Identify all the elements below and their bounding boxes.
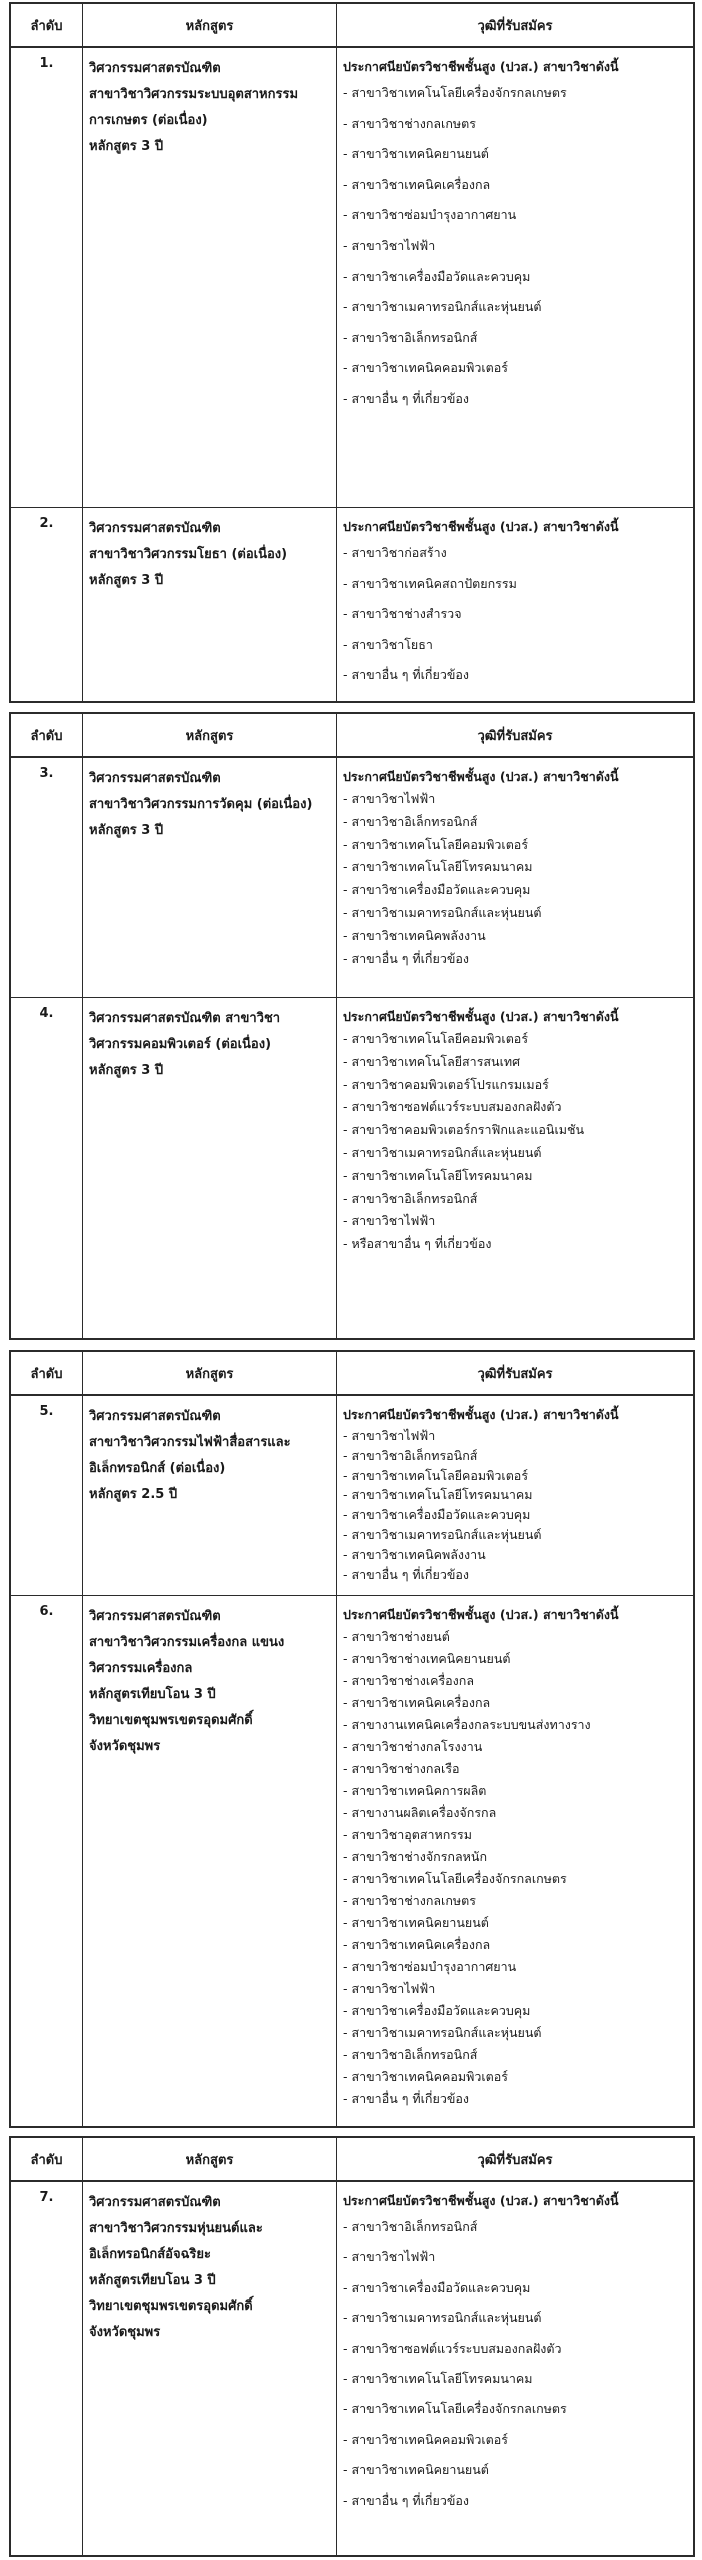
qualification-item: - สาขาวิชาเทคนิคพลังงาน <box>343 1546 486 1562</box>
qualification-item: - สาขาวิชาเทคโนโลยีคอมพิวเตอร์ <box>343 836 529 852</box>
qualification-item: - สาขาวิชาเทคนิคยานยนต์ <box>343 2462 489 2478</box>
qualification-item: - สาขาวิชาซอฟต์แวร์ระบบสมองกลฝังตัว <box>343 1099 562 1115</box>
course-line: หลักสูตร 3 ปี <box>89 139 164 154</box>
qualification-item: - สาขาวิชาเมคาทรอนิกส์และหุ่นยนต์ <box>343 2025 542 2040</box>
qualification-item: - สาขาวิชาเมคาทรอนิกส์และหุ่นยนต์ <box>343 1144 542 1160</box>
course-line: หลักสูตร 3 ปี <box>89 573 164 588</box>
qualification-cell <box>337 1596 693 2128</box>
qualification-item: - สาขาวิชาช่างยนต์ <box>343 1629 450 1644</box>
table-header <box>11 2138 693 2182</box>
qualification-item: - สาขาวิชาอิเล็กทรอนิกส์ <box>343 329 478 345</box>
header-col1: ลำดับ <box>11 714 83 756</box>
qualification-item: - สาขาวิชาอุตสาหกรรม <box>343 1827 472 1842</box>
requirement-heading: ประกาศนียบัตรวิชาชีพชั้นสูง (ปวส.) สาขาวิชาดังนี้ <box>343 2193 619 2208</box>
course-name <box>83 2182 337 2557</box>
qualification-item: - สาขาวิชาเทคนิคยานยนต์ <box>343 1915 489 1930</box>
qualification-item: - สาขาวิชาเทคโนโลยีโทรคมนาคม <box>343 859 533 875</box>
course-line: สาขาวิชาวิศวกรรมไฟฟ้าสื่อสารและ <box>89 1435 291 1450</box>
qualification-item: - สาขาวิชาเทคนิคพลังงาน <box>343 927 486 943</box>
qualification-item: - สาขาวิชาช่างสำรวจ <box>343 606 462 622</box>
course-line: วิศวกรรมศาสตรบัณฑิต <box>89 771 221 786</box>
course-name <box>83 998 337 1340</box>
requirement-heading: ประกาศนียบัตรวิชาชีพชั้นสูง (ปวส.) สาขาวิชาดังนี้ <box>343 769 619 784</box>
qualification-item: - สาขาวิชาอิเล็กทรอนิกส์ <box>343 2219 478 2234</box>
course-name <box>83 508 337 703</box>
qualification-item: - สาขาวิชาช่างกลเกษตร <box>343 115 476 131</box>
qualification-item: - สาขาอื่น ๆ ที่เกี่ยวข้อง <box>343 2091 469 2106</box>
course-line: สาขาวิชาวิศวกรรมโยธา (ต่อเนื่อง) <box>89 547 288 562</box>
table-header <box>11 4 693 48</box>
course-line: สาขาวิชาวิศวกรรมการวัดคุม (ต่อเนื่อง) <box>89 797 313 812</box>
course-name <box>83 1396 337 1595</box>
requirement-heading: ประกาศนียบัตรวิชาชีพชั้นสูง (ปวส.) สาขาวิชาดังนี้ <box>343 519 619 534</box>
qualification-cell <box>337 998 693 1340</box>
header-col1: ลำดับ <box>11 2138 83 2180</box>
qualification-item: - สาขาวิชาอิเล็กทรอนิกส์ <box>343 1190 478 1206</box>
course-line: สาขาวิชาวิศวกรรมหุ่นยนต์และ <box>89 2221 263 2236</box>
qualification-item: - สาขาอื่น ๆ ที่เกี่ยวข้อง <box>343 390 469 406</box>
qualification-item: - สาขาวิชาอิเล็กทรอนิกส์ <box>343 2047 478 2062</box>
qualification-item: - สาขางานผลิตเครื่องจักรกล <box>343 1805 497 1820</box>
course-line: อิเล็กทรอนิกส์อัจฉริยะ <box>89 2247 212 2262</box>
qualification-item: - สาขาวิชาเทคโนโลยีเครื่องจักรกลเกษตร <box>343 2401 567 2417</box>
course-line: สาขาวิชาวิศวกรรมเครื่องกล แขนง <box>89 1635 285 1650</box>
header-col2: หลักสูตร <box>83 714 337 756</box>
qualification-item: - สาขาอื่น ๆ ที่เกี่ยวข้อง <box>343 950 469 966</box>
qualification-item: - สาขาวิชาเครื่องมือวัดและควบคุม <box>343 882 531 898</box>
qualification-item: - สาขาวิชาไฟฟ้า <box>343 2249 436 2265</box>
qualification-item: - สาขาวิชาไฟฟ้า <box>343 1213 436 1229</box>
qualification-item: - สาขาวิชาเทคโนโลยีคอมพิวเตอร์ <box>343 1467 529 1483</box>
row-number: 2. <box>11 508 83 703</box>
header-col1: ลำดับ <box>11 4 83 46</box>
requirement-heading: ประกาศนียบัตรวิชาชีพชั้นสูง (ปวส.) สาขาวิชาดังนี้ <box>343 1009 619 1024</box>
header-col3: วุฒิที่รับสมัคร <box>477 2152 553 2168</box>
table-row <box>11 1396 693 1596</box>
header-col3: วุฒิที่รับสมัคร <box>477 18 553 34</box>
qualification-item: - สาขาวิชาเทคนิคการผลิต <box>343 1783 487 1798</box>
qualification-item: - สาขาวิชาช่างกลโรงงาน <box>343 1739 483 1754</box>
header-col1: ลำดับ <box>11 1352 83 1394</box>
row-number: 6. <box>11 1596 83 2128</box>
qualification-item: - สาขาวิชาโยธา <box>343 636 433 652</box>
row-number: 7. <box>11 2182 83 2557</box>
qualification-cell <box>337 2182 693 2557</box>
table-row <box>11 2182 693 2557</box>
qualification-item: - สาขาวิชาเครื่องมือวัดและควบคุม <box>343 2279 531 2295</box>
table-block <box>9 2136 695 2557</box>
row-number: 1. <box>11 48 83 507</box>
header-col2: หลักสูตร <box>83 4 337 46</box>
table-block <box>9 712 695 1340</box>
course-line: วิศวกรรมศาสตรบัณฑิต <box>89 1609 221 1624</box>
qualification-item: - สาขาอื่น ๆ ที่เกี่ยวข้อง <box>343 2492 469 2508</box>
course-line: อิเล็กทรอนิกส์ (ต่อเนื่อง) <box>89 1461 226 1476</box>
qualification-item: - สาขาอื่น ๆ ที่เกี่ยวข้อง <box>343 1566 469 1582</box>
table-row <box>11 1596 693 2128</box>
course-line: หลักสูตรเทียบโอน 3 ปี <box>89 2273 216 2288</box>
qualification-item: - สาขาวิชาเทคโนโลยีเครื่องจักรกลเกษตร <box>343 85 567 100</box>
table-row <box>11 758 693 998</box>
requirement-heading: ประกาศนียบัตรวิชาชีพชั้นสูง (ปวส.) สาขาวิชาดังนี้ <box>343 1407 619 1422</box>
qualification-item: - สาขาวิชาเทคนิคเครื่องกล <box>343 176 491 192</box>
qualification-item: - หรือสาขาอื่น ๆ ที่เกี่ยวข้อง <box>343 1236 492 1252</box>
row-number: 4. <box>11 998 83 1340</box>
qualification-item: - สาขาวิชาซ่อมบำรุงอากาศยาน <box>343 207 517 223</box>
qualification-item: - สาขาวิชาไฟฟ้า <box>343 791 436 806</box>
qualification-item: - สาขาวิชาคอมพิวเตอร์กราฟิกและแอนิเมชัน <box>343 1122 584 1138</box>
qualification-item: - สาขาวิชาเทคนิคสถาปัตยกรรม <box>343 575 517 591</box>
course-line: วิศวกรรมศาสตรบัณฑิต <box>89 61 221 76</box>
qualification-item: - สาขาวิชาช่างจักรกลหนัก <box>343 1849 488 1864</box>
row-number: 5. <box>11 1396 83 1595</box>
course-line: จังหวัดชุมพร <box>89 2325 161 2340</box>
qualification-item: - สาขาวิชาเทคนิคยานยนต์ <box>343 146 489 162</box>
qualification-cell <box>337 1396 693 1595</box>
qualification-item: - สาขาวิชาเมคาทรอนิกส์และหุ่นยนต์ <box>343 904 542 920</box>
course-line: วิทยาเขตชุมพรเขตรอุดมศักดิ์ <box>89 1713 253 1728</box>
qualification-item: - สาขาวิชาไฟฟ้า <box>343 1428 436 1443</box>
qualification-item: - สาขาวิชาเทคนิคคอมพิวเตอร์ <box>343 360 508 376</box>
qualification-item: - สาขาวิชาก่อสร้าง <box>343 545 447 560</box>
course-name <box>83 758 337 997</box>
qualification-item: - สาขาวิชาเทคโนโลยีโทรคมนาคม <box>343 1167 533 1183</box>
table-row <box>11 508 693 703</box>
qualification-item: - สาขาวิชาช่างเครื่องกล <box>343 1673 475 1688</box>
qualification-cell <box>337 508 693 703</box>
header-col3: วุฒิที่รับสมัคร <box>477 728 553 744</box>
course-line: หลักสูตร 3 ปี <box>89 1063 164 1078</box>
qualification-item: - สาขาวิชาคอมพิวเตอร์โปรแกรมเมอร์ <box>343 1076 549 1092</box>
qualification-item: - สาขาวิชาเทคนิคคอมพิวเตอร์ <box>343 2431 508 2447</box>
qualification-item: - สาขาวิชาเทคโนโลยีโทรคมนาคม <box>343 1487 533 1503</box>
qualification-item: - สาขาวิชาไฟฟ้า <box>343 237 436 253</box>
qualification-item: - สาขาวิชาเทคโนโลยีเครื่องจักรกลเกษตร <box>343 1871 567 1886</box>
course-name <box>83 1596 337 2128</box>
qualification-item: - สาขาวิชาอิเล็กทรอนิกส์ <box>343 813 478 829</box>
qualification-item: - สาขาวิชาไฟฟ้า <box>343 1981 436 1996</box>
table-row <box>11 48 693 508</box>
course-line: วิศวกรรมศาสตรบัณฑิต <box>89 2195 221 2210</box>
qualification-item: - สาขาวิชาช่างกลเรือ <box>343 1761 460 1776</box>
header-col2: หลักสูตร <box>83 2138 337 2180</box>
qualification-item: - สาขาวิชาเทคนิคเครื่องกล <box>343 1695 491 1710</box>
table-header <box>11 714 693 758</box>
qualification-item: - สาขาวิชาเมคาทรอนิกส์และหุ่นยนต์ <box>343 299 542 315</box>
header-col3: วุฒิที่รับสมัคร <box>477 1366 553 1382</box>
course-line: วิศวกรรมศาสตรบัณฑิต <box>89 1409 221 1424</box>
qualification-item: - สาขาวิชาเทคนิคเครื่องกล <box>343 1937 491 1952</box>
qualification-item: - สาขาวิชาเครื่องมือวัดและควบคุม <box>343 2003 531 2018</box>
header-col2: หลักสูตร <box>83 1352 337 1394</box>
qualification-cell <box>337 48 693 507</box>
qualification-item: - สาขางานเทคนิคเครื่องกลระบบขนส่งทางราง <box>343 1717 591 1732</box>
course-name <box>83 48 337 507</box>
requirement-heading: ประกาศนียบัตรวิชาชีพชั้นสูง (ปวส.) สาขาวิชาดังนี้ <box>343 59 619 74</box>
table-row <box>11 998 693 1340</box>
table-block <box>9 2 695 703</box>
course-line: การเกษตร (ต่อเนื่อง) <box>89 113 208 128</box>
course-line: สาขาวิชาวิศวกรรมระบบอุตสาหกรรม <box>89 87 299 102</box>
course-line: หลักสูตร 3 ปี <box>89 823 164 838</box>
qualification-item: - สาขาวิชาเทคโนโลยีคอมพิวเตอร์ <box>343 1031 529 1046</box>
course-line: หลักสูตร 2.5 ปี <box>89 1487 178 1502</box>
requirement-heading: ประกาศนียบัตรวิชาชีพชั้นสูง (ปวส.) สาขาวิชาดังนี้ <box>343 1607 619 1622</box>
qualification-item: - สาขาวิชาเทคโนโลยีโทรคมนาคม <box>343 2371 533 2387</box>
qualification-item: - สาขาวิชาเทคนิคคอมพิวเตอร์ <box>343 2069 508 2084</box>
course-line: วิทยาเขตชุมพรเขตรอุดมศักดิ์ <box>89 2299 253 2314</box>
course-line: วิศวกรรมศาสตรบัณฑิต <box>89 521 221 536</box>
qualification-item: - สาขาวิชาเมคาทรอนิกส์และหุ่นยนต์ <box>343 2310 542 2326</box>
qualification-item: - สาขาวิชาเครื่องมือวัดและควบคุม <box>343 268 531 284</box>
row-number: 3. <box>11 758 83 997</box>
qualification-cell <box>337 758 693 997</box>
course-line: วิศวกรรมเครื่องกล <box>89 1661 193 1676</box>
qualification-item: - สาขาวิชาอิเล็กทรอนิกส์ <box>343 1447 478 1463</box>
course-line: จังหวัดชุมพร <box>89 1739 161 1754</box>
qualification-item: - สาขาวิชาเครื่องมือวัดและควบคุม <box>343 1507 531 1523</box>
course-line: หลักสูตรเทียบโอน 3 ปี <box>89 1687 216 1702</box>
table-block <box>9 1350 695 2128</box>
qualification-item: - สาขาอื่น ๆ ที่เกี่ยวข้อง <box>343 667 469 683</box>
qualification-item: - สาขาวิชาซอฟต์แวร์ระบบสมองกลฝังตัว <box>343 2340 562 2356</box>
qualification-item: - สาขาวิชาช่างเทคนิคยานยนต์ <box>343 1651 511 1666</box>
course-line: วิศวกรรมศาสตรบัณฑิต สาขาวิชา <box>89 1011 281 1026</box>
qualification-item: - สาขาวิชาเมคาทรอนิกส์และหุ่นยนต์ <box>343 1526 542 1542</box>
table-header <box>11 1352 693 1396</box>
course-line: วิศวกรรมคอมพิวเตอร์ (ต่อเนื่อง) <box>89 1037 272 1052</box>
qualification-item: - สาขาวิชาซ่อมบำรุงอากาศยาน <box>343 1959 517 1974</box>
qualification-item: - สาขาวิชาช่างกลเกษตร <box>343 1893 476 1908</box>
qualification-item: - สาขาวิชาเทคโนโลยีสารสนเทศ <box>343 1053 521 1069</box>
